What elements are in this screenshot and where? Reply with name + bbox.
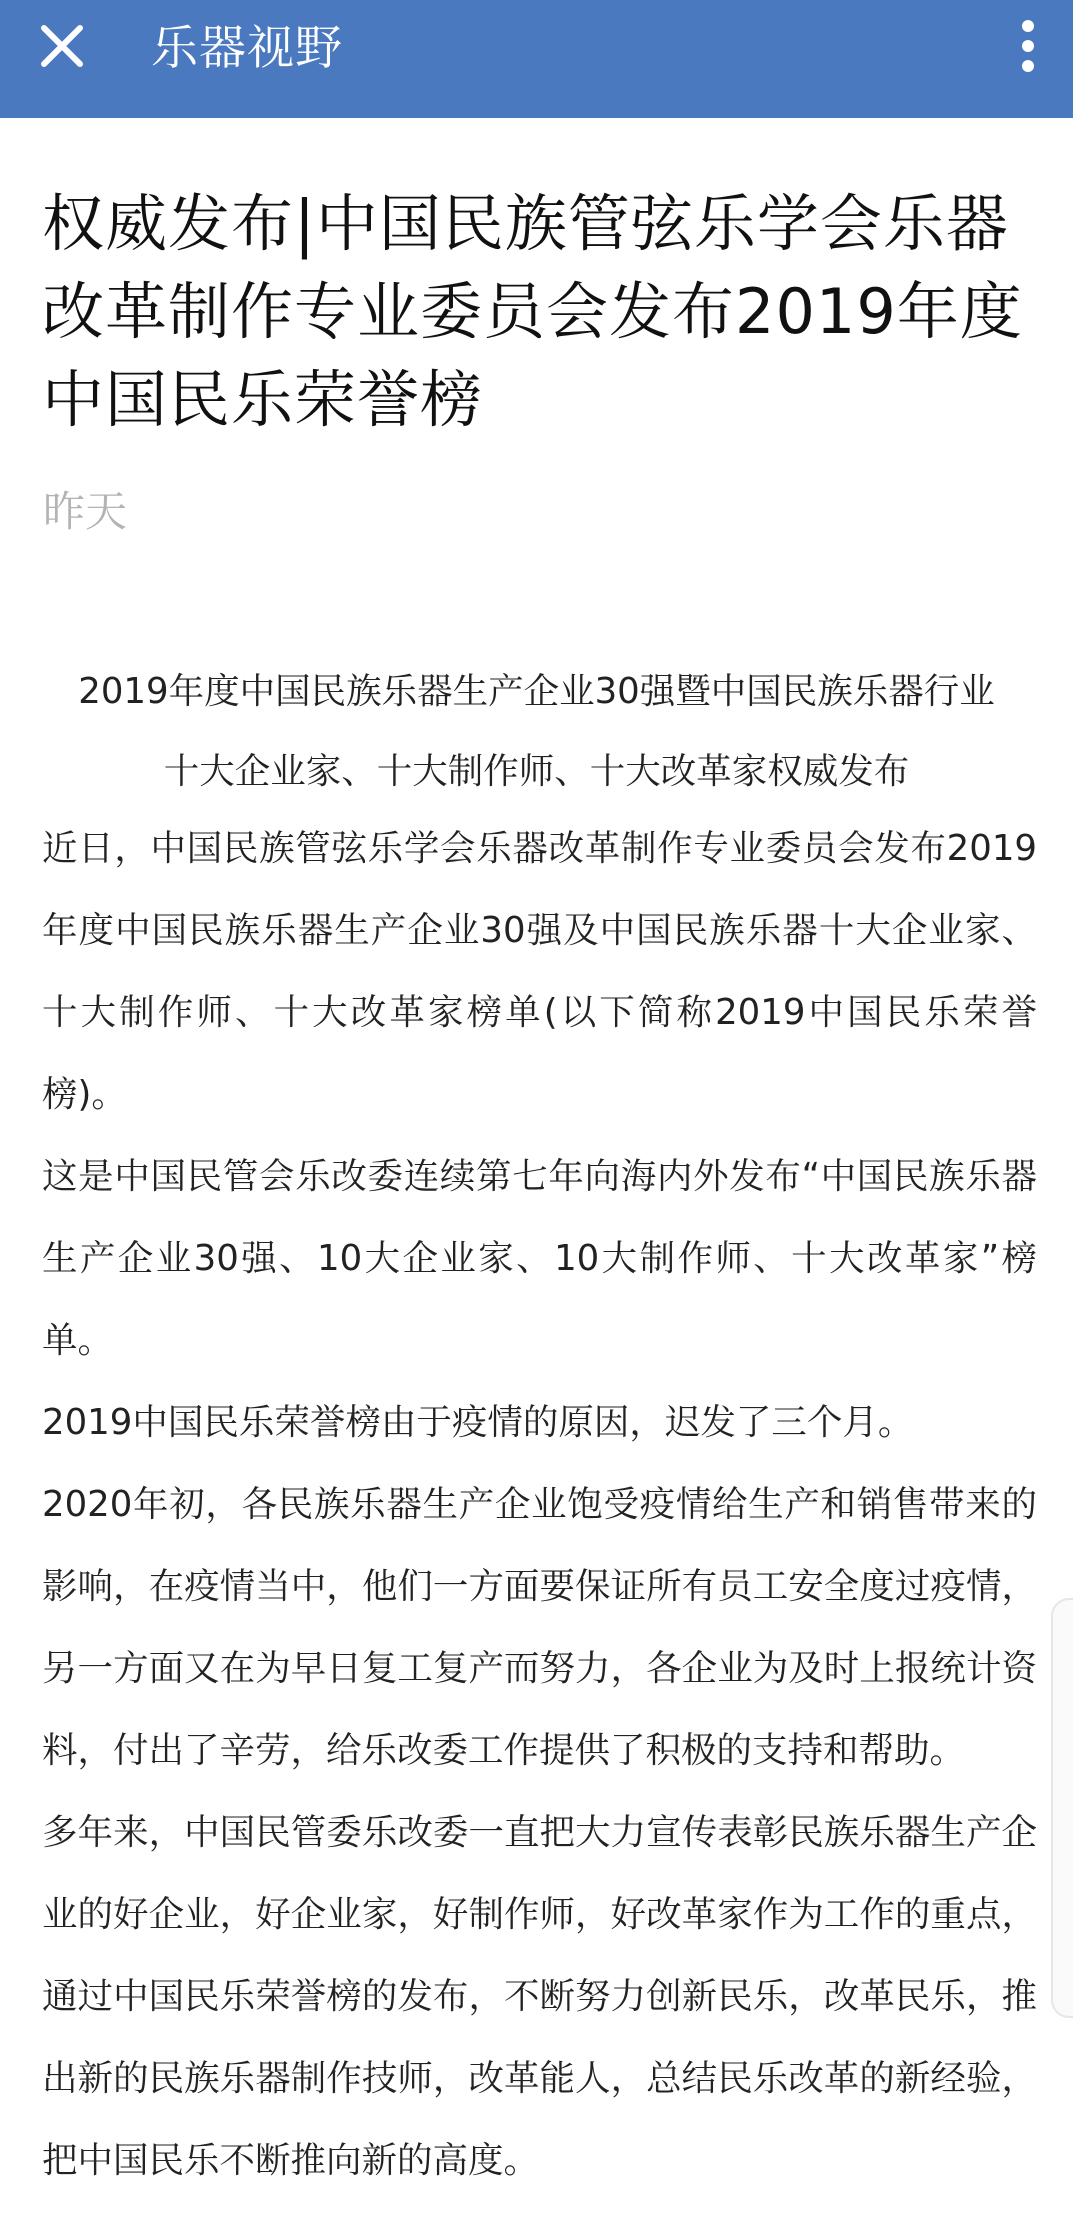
article-content [0,118,1073,2239]
article-date: 昨天 [43,487,128,536]
more-options-button[interactable] [1005,12,1051,92]
top-app-bar [0,0,1073,118]
close-icon [36,20,100,84]
article-body [42,808,1037,2202]
more-vertical-icon [1005,12,1051,92]
scrollbar[interactable] [1051,1598,1073,2018]
article-paragraph: 2019中国民乐荣誉榜由于疫情的原因，迟发了三个月。 [42,1402,914,1443]
close-button[interactable] [36,20,100,84]
article-paragraph: 这是中国民管会乐改委连续第七年向海内外发布“中国民族乐器生产企业30强、10大企业家、10大制作师、十大改革家”榜单。 [42,1156,1037,1361]
article-paragraph: 近日，中国民族管弦乐学会乐器改革制作专业委员会发布2019年度中国民族乐器生产企业30强及中国民族乐器十大企业家、十大制作师、十大改革家榜单(以下简称2019中国民乐荣誉榜)。 [42,828,1037,1115]
article-paragraph: 多年来，中国民管委乐改委一直把大力宣传表彰民族乐器生产企业的好企业，好企业家，好制作师，好改革家作为工作的重点，通过中国民乐荣誉榜的发布，不断努力创新民乐，改革民乐，推出新的民族乐器制作技师，改革能人，总结民乐改革的新经验，把中国民乐不断推向新的高度。 [42,1812,1037,2181]
subtitle-line-1: 2019年度中国民族乐器生产企业30强暨中国民族乐器行业 [78,671,995,712]
app-bar-title: 乐器视野 [151,21,343,76]
subtitle-line-2: 十大企业家、十大制作师、十大改革家权威发布 [163,751,910,792]
article-paragraph: 2020年初，各民族乐器生产企业饱受疫情给生产和销售带来的影响，在疫情当中，他们一方面要保证所有员工安全度过疫情，另一方面又在为早日复工复产而努力，各企业为及时上报统计资料，付出了辛劳，给乐改委工作提供了积极的支持和帮助。 [42,1484,1037,1771]
article-subtitle [30,652,1043,812]
article-title: 权威发布|中国民族管弦乐学会乐器改革制作专业委员会发布2019年度中国民乐荣誉榜 [42,187,1023,436]
